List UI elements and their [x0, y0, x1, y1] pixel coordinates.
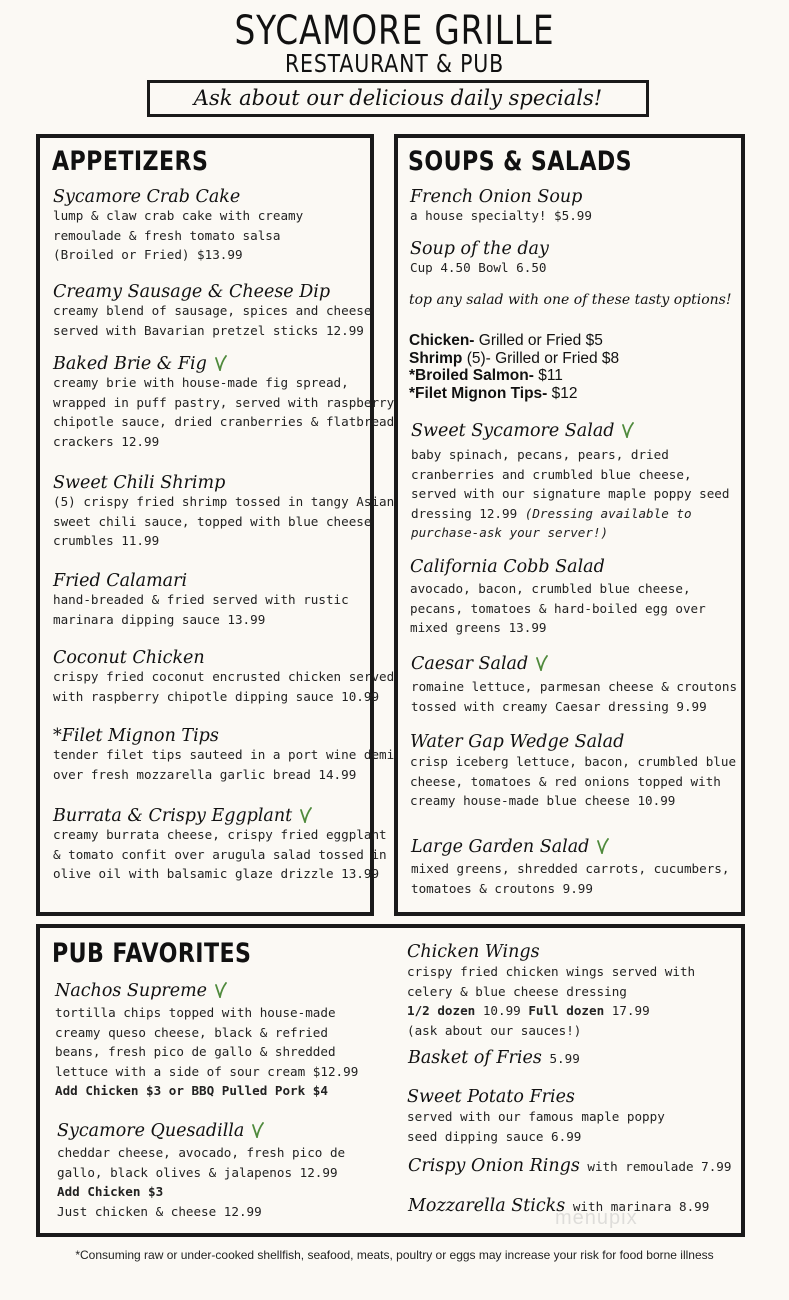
- menu-item: [408, 1047, 580, 1070]
- item-name-row: [408, 1155, 731, 1178]
- item-description: crisp iceberg lettuce, bacon, crumbled blue cheese, tomatoes & red onions topped with creamy house-made blue cheese 10.99: [410, 754, 737, 808]
- topping-item: [409, 350, 619, 368]
- menu-item: [407, 941, 695, 1040]
- vegetarian-leaf-icon: [298, 807, 312, 823]
- item-description: cheddar cheese, avocado, fresh pico de gallo, black olives & jalapenos 12.99: [57, 1145, 346, 1180]
- item-name-row: [53, 805, 387, 827]
- item-name: Coconut Chicken: [53, 648, 205, 668]
- item-name: Sweet Potato Fries: [407, 1087, 575, 1107]
- topping-label: Chicken-: [409, 332, 475, 349]
- item-price: with marinara 8.99: [565, 1199, 710, 1214]
- item-description: hand-breaded & fried served with rustic marinara dipping sauce 13.99: [53, 592, 349, 627]
- vegetarian-leaf-icon: [595, 838, 609, 854]
- item-description: creamy blend of sausage, spices and cheese served with Bavarian pretzel sticks 12.99: [53, 303, 372, 338]
- soups-salads-title: SOUPS & SALADS: [408, 146, 633, 177]
- item-desc-text: baby spinach, pecans, pears, dried cranberries and crumbled blue cheese, served with our signature maple poppy seed dressing 12.99: [411, 447, 730, 521]
- salad-toppings-list: [409, 332, 619, 402]
- full-dozen-label: Full dozen: [528, 1003, 605, 1018]
- appetizers-title: APPETIZERS: [52, 146, 209, 177]
- item-name: Basket of Fries: [408, 1048, 542, 1068]
- menu-item: [410, 186, 592, 226]
- food-safety-disclaimer: *Consuming raw or under-cooked shellfish, seafood, meats, poultry or eggs may increase your risk for food borne illness: [75, 1248, 714, 1262]
- item-name: French Onion Soup: [410, 187, 583, 207]
- restaurant-title: SYCAMORE GRILLE: [234, 8, 555, 54]
- topping-price: Grilled or Fried $5: [474, 332, 603, 349]
- menupix-watermark: menupix: [555, 1207, 638, 1229]
- topping-label: *Filet Mignon Tips-: [409, 384, 548, 402]
- item-description: tortilla chips topped with house-made creamy queso cheese, black & refried beans, fresh pico de gallo & shredded lettuce with a side of sour cream $12.99: [55, 1005, 359, 1079]
- salad-topping-note: top any salad with one of these tasty options!: [409, 292, 732, 308]
- menu-item: [53, 353, 394, 451]
- item-description: romaine lettuce, parmesan cheese & croutons tossed with creamy Caesar dressing 9.99: [411, 679, 738, 714]
- full-dozen-price: 17.99: [604, 1003, 650, 1018]
- item-price: 5.99: [541, 1051, 580, 1066]
- item-name-row: [55, 980, 358, 1002]
- topping-label: *Broiled Salmon-: [409, 367, 534, 384]
- item-description: crispy fried chicken wings served with celery & blue cheese dressing: [407, 964, 696, 999]
- topping-price: $12: [547, 384, 578, 402]
- daily-specials-banner: Ask about our delicious daily specials!: [147, 80, 649, 117]
- topping-label: Shrimp: [409, 349, 463, 367]
- menu-item: [53, 186, 303, 265]
- menu-item: [53, 805, 387, 884]
- item-description: lump & claw crab cake with creamy remoulade & fresh tomato salsa (Broiled or Fried) $13.99: [53, 208, 304, 262]
- item-name: Caesar Salad: [411, 654, 529, 674]
- menu-item: [53, 570, 349, 629]
- menu-item: [411, 420, 729, 543]
- item-addon: Add Chicken $3 or BBQ Pulled Pork $4: [55, 1083, 328, 1098]
- item-name: Creamy Sausage & Cheese Dip: [53, 282, 331, 302]
- item-name-row: [411, 420, 729, 442]
- restaurant-subtitle: RESTAURANT & PUB: [284, 49, 505, 78]
- pub-favorites-title: PUB FAVORITES: [52, 938, 252, 969]
- half-dozen-price: 10.99: [475, 1003, 529, 1018]
- topping-item: [409, 385, 619, 403]
- item-description: tender filet tips sauteed in a port wine demi over fresh mozzarella garlic bread 14.99: [53, 747, 395, 782]
- item-name-row: [411, 836, 729, 858]
- menu-item: [410, 731, 736, 811]
- item-name: Water Gap Wedge Salad: [410, 732, 625, 752]
- item-name: Large Garden Salad: [411, 837, 590, 857]
- topping-price: (5)- Grilled or Fried $8: [462, 349, 620, 367]
- item-description: mixed greens, shredded carrots, cucumbers, tomatoes & croutons 9.99: [411, 861, 730, 896]
- topping-item: [409, 332, 619, 350]
- item-description: (5) crispy fried shrimp tossed in tangy Asian sweet chili sauce, topped with blue cheese crumbles 11.99: [53, 494, 395, 548]
- vegetarian-leaf-icon: [534, 655, 548, 671]
- item-name: Nachos Supreme: [55, 981, 208, 1001]
- wings-pricing: [407, 1001, 695, 1021]
- item-name-row: [411, 653, 737, 675]
- item-name: Mozzarella Sticks: [408, 1196, 566, 1216]
- item-extra: Just chicken & cheese 12.99: [57, 1203, 262, 1219]
- item-name: Baked Brie & Fig: [53, 354, 207, 374]
- item-description: Cup 4.50 Bowl 6.50: [410, 260, 547, 275]
- item-name: Sweet Sycamore Salad: [411, 421, 615, 441]
- item-description: [411, 445, 729, 543]
- vegetarian-leaf-icon: [250, 1122, 264, 1138]
- item-description: crispy fried coconut encrusted chicken served with raspberry chipotle dipping sauce 10.99: [53, 669, 395, 704]
- item-addon: Add Chicken $3: [57, 1184, 164, 1199]
- item-name: Chicken Wings: [407, 942, 540, 962]
- item-description: avocado, bacon, crumbled blue cheese, pecans, tomatoes & hard-boiled egg over mixed greens 13.99: [410, 581, 706, 635]
- item-description: creamy burrata cheese, crispy fried eggplant & tomato confit over arugula salad tossed in olive oil with balsamic glaze drizzle 13.99: [53, 827, 387, 881]
- vegetarian-leaf-icon: [213, 982, 227, 998]
- menu-item: [408, 1155, 731, 1178]
- vegetarian-leaf-icon: [213, 355, 227, 371]
- item-name: Sweet Chili Shrimp: [53, 473, 226, 493]
- item-name: California Cobb Salad: [410, 557, 605, 577]
- menu-item: [53, 725, 394, 784]
- menu-item: [53, 647, 394, 706]
- dressing-note: (Dressing available to: [524, 505, 692, 521]
- menu-item: [410, 238, 549, 278]
- item-name: *Filet Mignon Tips: [53, 726, 219, 746]
- dressing-note-2: purchase-ask your server!): [411, 525, 609, 540]
- item-price: with remoulade 7.99: [579, 1159, 732, 1174]
- item-description: served with our famous maple poppy seed dipping sauce 6.99: [407, 1109, 665, 1144]
- menu-item: [411, 653, 737, 716]
- sauce-note: (ask about our sauces!): [407, 1022, 582, 1038]
- topping-item: [409, 367, 619, 385]
- item-name: Soup of the day: [410, 239, 549, 259]
- item-name: Burrata & Crispy Eggplant: [53, 806, 293, 826]
- vegetarian-leaf-icon: [620, 422, 634, 438]
- menu-item: [53, 472, 394, 551]
- item-name: Sycamore Crab Cake: [53, 187, 241, 207]
- item-description: a house specialty! $5.99: [410, 208, 592, 223]
- half-dozen-label: 1/2 dozen: [407, 1003, 476, 1018]
- menu-item: [407, 1086, 665, 1146]
- item-name: Crispy Onion Rings: [408, 1156, 580, 1176]
- menu-item: [57, 1120, 345, 1221]
- item-name-row: [57, 1120, 345, 1142]
- item-description: creamy brie with house-made fig spread, wrapped in puff pastry, served with raspberry chipotle sauce, dried cranberries & flatbread crackers 12.99: [53, 375, 395, 449]
- menu-item: [411, 836, 729, 898]
- menu-item: [55, 980, 358, 1101]
- item-name: Fried Calamari: [53, 571, 188, 591]
- item-name-row: [53, 353, 394, 375]
- item-name: Sycamore Quesadilla: [57, 1121, 245, 1141]
- topping-price: $11: [533, 367, 563, 384]
- menu-item: [410, 556, 706, 638]
- item-name-row: [408, 1047, 580, 1070]
- menu-item: [53, 281, 371, 340]
